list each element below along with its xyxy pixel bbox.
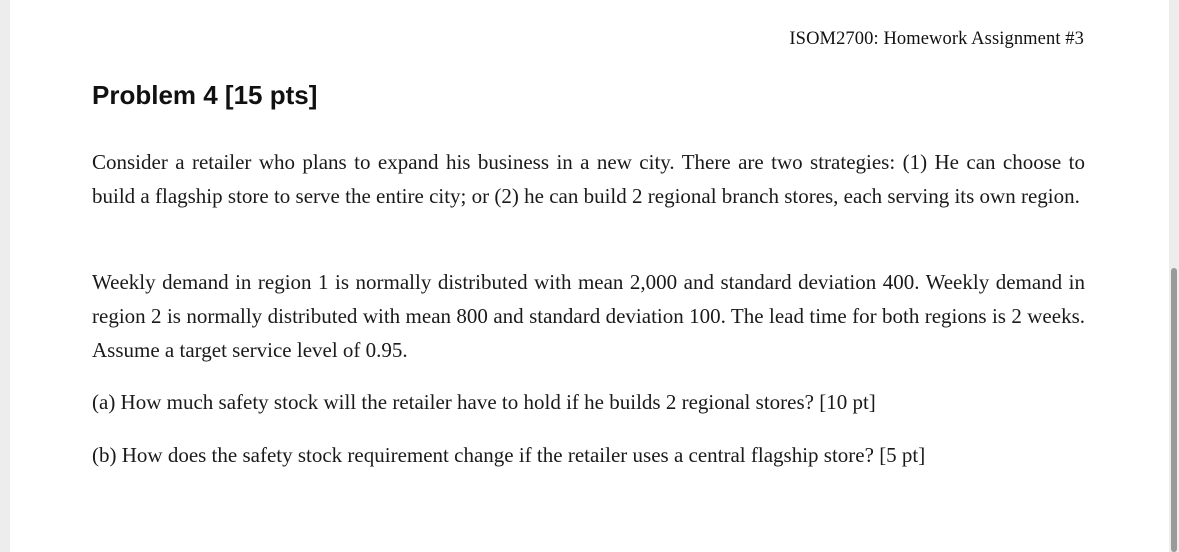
question-b: (b) How does the safety stock requirement change if the retailer uses a central flagship store? [5 pt] — [92, 443, 926, 467]
scrollbar-thumb[interactable] — [1171, 268, 1177, 552]
problem-paragraph-intro: Consider a retailer who plans to expand his business in a new city. There are two strategies: (1) He can choose to build a flagship store to serve the entire city; or (2) he can build 2 regional branch stores, each serving its own region. — [92, 150, 1085, 208]
page-header: ISOM2700: Homework Assignment #3 — [789, 29, 1084, 49]
document-page — [10, 0, 1169, 552]
problem-paragraph-demand: Weekly demand in region 1 is normally distributed with mean 2,000 and standard deviation 400. Weekly demand in region 2 is normally distributed with mean 800 and standard deviation 100. The lead time for both regions is 2 weeks. Assume a target service level of 0.95. — [92, 270, 1085, 362]
problem-title: Problem 4 [15 pts] — [92, 80, 318, 110]
question-a: (a) How much safety stock will the retailer have to hold if he builds 2 regional stores? [10 pt] — [92, 390, 876, 414]
vertical-scrollbar[interactable] — [1169, 0, 1179, 552]
